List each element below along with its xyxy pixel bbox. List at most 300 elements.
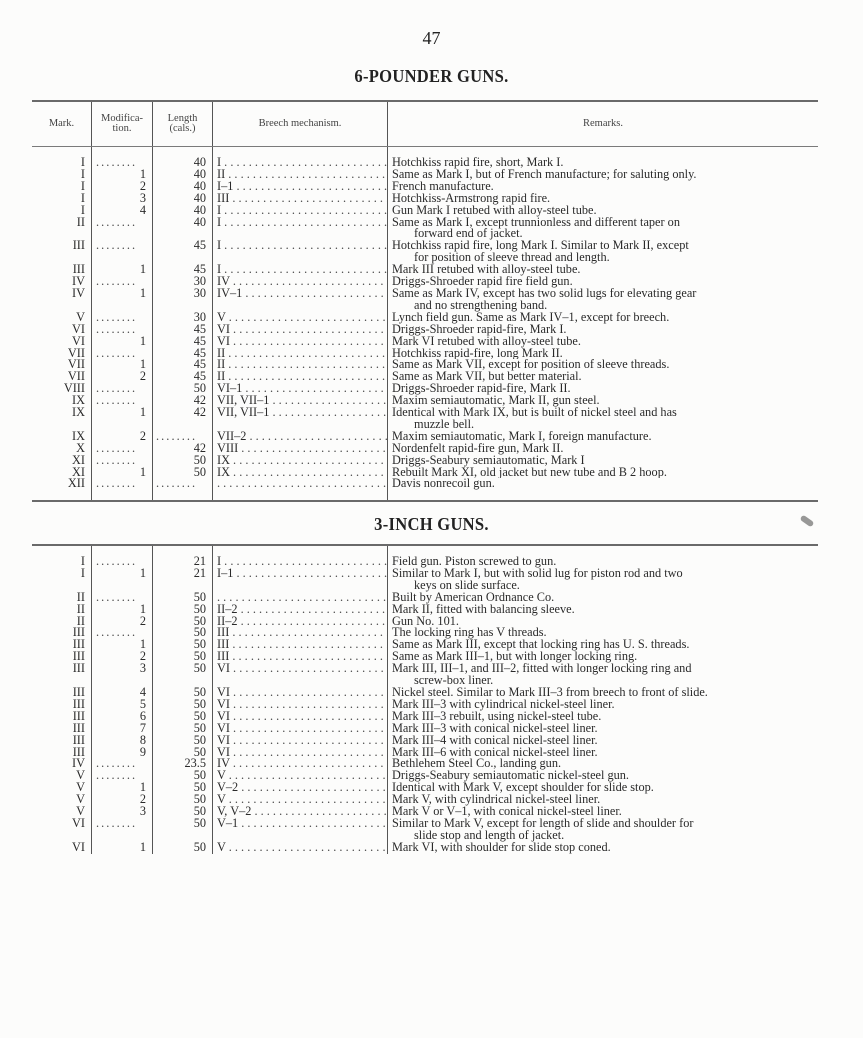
cell-breech <box>213 687 388 699</box>
cell-mark: III <box>32 639 92 651</box>
breech-text: VII, VII–1 <box>217 395 270 408</box>
breech-text: II <box>217 347 226 360</box>
cell-breech <box>213 371 388 383</box>
section-title-6-pounder: 6-POUNDER GUNS. <box>354 66 509 86</box>
breech-value <box>217 806 387 818</box>
breech-value <box>217 359 387 371</box>
cell-length: 50 <box>153 467 213 479</box>
cell-mark: VII <box>32 348 92 360</box>
breech-value <box>217 240 387 252</box>
breech-text: I–1 <box>217 180 234 193</box>
breech-text: V–2 <box>217 782 239 795</box>
breech-text: I <box>217 556 222 568</box>
remarks-text: Hotchkiss rapid-fire, long Mark II. <box>392 347 563 360</box>
cell-length: 50 <box>153 711 213 723</box>
cell-modification <box>92 324 153 336</box>
cell-length: 42 <box>153 407 213 431</box>
remarks-text: Identical with Mark IX, but is built of nickel steel and has <box>392 407 677 420</box>
breech-value <box>217 627 387 639</box>
breech-value <box>217 592 387 604</box>
cell-length: 40 <box>153 205 213 217</box>
breech-value <box>217 616 387 628</box>
cell-remarks <box>388 217 818 241</box>
cell-mark: III <box>32 699 92 711</box>
breech-value <box>217 431 387 443</box>
breech-text: VI <box>217 734 230 747</box>
table-row <box>32 288 818 312</box>
cell-breech <box>213 383 388 395</box>
table-row <box>32 407 818 431</box>
cell-mark: V <box>32 806 92 818</box>
breech-text: III <box>217 651 230 664</box>
breech-value <box>217 758 387 770</box>
table-row <box>32 616 818 628</box>
breech-value <box>217 371 387 383</box>
cell-modification: 1 <box>92 639 153 651</box>
cell-remarks <box>388 240 818 264</box>
cell-remarks <box>388 157 818 169</box>
table-row <box>32 806 818 818</box>
remarks-text: Driggs-Shroeder rapid-fire, Mark I. <box>392 323 567 336</box>
cell-modification <box>92 348 153 360</box>
cell-remarks <box>388 371 818 383</box>
cell-modification: 1 <box>92 782 153 794</box>
breech-text: III <box>217 192 230 205</box>
cell-remarks <box>388 395 818 407</box>
remarks-text: Mark VI, with shoulder for slide stop coned. <box>392 841 611 854</box>
remarks-continuation: and no strengthening band. <box>414 297 548 312</box>
remarks-text: Similar to Mark I, but with solid lug for piston rod and two <box>392 567 683 580</box>
cell-remarks <box>388 806 818 818</box>
col-header-remarks: Remarks. <box>583 118 623 129</box>
cell-breech <box>213 663 388 687</box>
cell-breech <box>213 604 388 616</box>
cell-length: 50 <box>153 782 213 794</box>
cell-breech <box>213 359 388 371</box>
breech-text: I <box>217 264 222 277</box>
cell-length: 45 <box>153 348 213 360</box>
cell-remarks <box>388 169 818 181</box>
cell-remarks <box>388 193 818 205</box>
cell-mark: VII <box>32 359 92 371</box>
section-title-3-inch: 3-INCH GUNS. <box>374 514 489 534</box>
cell-modification <box>92 395 153 407</box>
cell-mark: XI <box>32 467 92 479</box>
cell-length: 30 <box>153 288 213 312</box>
cell-length: 45 <box>153 359 213 371</box>
cell-modification: 9 <box>92 747 153 759</box>
cell-modification: 1 <box>92 169 153 181</box>
table-3-inch <box>32 546 818 854</box>
breech-text: II <box>217 168 226 181</box>
table-row <box>32 443 818 455</box>
breech-value <box>217 663 387 675</box>
table-row <box>32 604 818 616</box>
breech-value <box>217 312 387 324</box>
cell-remarks <box>388 794 818 806</box>
breech-value <box>217 639 387 651</box>
table-body <box>32 556 818 854</box>
cell-mark: VI <box>32 336 92 348</box>
cell-modification: 4 <box>92 687 153 699</box>
cell-mark: I <box>32 556 92 568</box>
breech-text: VI <box>217 335 230 348</box>
table-row <box>32 663 818 687</box>
cell-length: 50 <box>153 770 213 782</box>
breech-text: I <box>217 157 222 169</box>
breech-text: II–2 <box>217 603 238 616</box>
breech-value <box>217 407 387 419</box>
breech-value <box>217 205 387 217</box>
table-row <box>32 735 818 747</box>
cell-modification <box>92 312 153 324</box>
cell-length: 40 <box>153 157 213 169</box>
breech-value <box>217 699 387 711</box>
remarks-text: Driggs-Shroeder rapid-fire, Mark II. <box>392 383 571 396</box>
cell-modification: 2 <box>92 794 153 806</box>
breech-value <box>217 604 387 616</box>
table-row <box>32 276 818 288</box>
cell-breech <box>213 818 388 842</box>
cell-mark: V <box>32 770 92 782</box>
cell-mark: V <box>32 782 92 794</box>
cell-modification: 2 <box>92 371 153 383</box>
cell-breech <box>213 592 388 604</box>
remarks-text: Gun No. 101. <box>392 615 459 628</box>
cell-mark: IX <box>32 395 92 407</box>
cell-length: 45 <box>153 264 213 276</box>
cell-mark: XII <box>32 478 92 490</box>
table-row <box>32 478 818 490</box>
table-row <box>32 842 818 854</box>
cell-mark: III <box>32 627 92 639</box>
cell-breech <box>213 616 388 628</box>
breech-text: V <box>217 841 226 854</box>
breech-value <box>217 478 387 490</box>
cell-length: 50 <box>153 616 213 628</box>
breech-text: VI <box>217 746 230 759</box>
cell-breech <box>213 431 388 443</box>
breech-value <box>217 794 387 806</box>
cell-modification <box>92 770 153 782</box>
cell-breech <box>213 193 388 205</box>
remarks-text: Identical with Mark V, except shoulder for slide stop. <box>392 782 654 795</box>
table-row <box>32 205 818 217</box>
cell-mark: X <box>32 443 92 455</box>
breech-text: V <box>217 794 226 807</box>
breech-text: IV <box>217 276 230 288</box>
cell-remarks <box>388 770 818 782</box>
remarks-text: Mark V or V–1, with conical nickel-steel liner. <box>392 806 622 818</box>
cell-mark: VII <box>32 371 92 383</box>
cell-breech <box>213 276 388 288</box>
table-row <box>32 157 818 169</box>
remarks-text: Mark III–3 rebuilt, using nickel-steel tube. <box>392 710 602 723</box>
cell-mark: III <box>32 240 92 264</box>
breech-value <box>217 443 387 455</box>
cell-mark: I <box>32 181 92 193</box>
remarks-text: Same as Mark I, but of French manufacture; for saluting only. <box>392 168 697 181</box>
cell-remarks <box>388 478 818 490</box>
cell-breech <box>213 568 388 592</box>
cell-remarks <box>388 443 818 455</box>
cell-breech <box>213 312 388 324</box>
cell-length: 40 <box>153 181 213 193</box>
cell-length: 50 <box>153 794 213 806</box>
breech-text: I <box>217 216 222 229</box>
cell-breech <box>213 240 388 264</box>
cell-mark: II <box>32 616 92 628</box>
cell-breech <box>213 699 388 711</box>
cell-modification <box>92 443 153 455</box>
cell-length: 30 <box>153 276 213 288</box>
breech-value <box>217 842 387 854</box>
cell-remarks <box>388 383 818 395</box>
breech-value <box>217 687 387 699</box>
remarks-text: Same as Mark I, except trunnionless and different taper on <box>392 216 680 229</box>
cell-modification: 1 <box>92 264 153 276</box>
cell-length: 50 <box>153 455 213 467</box>
table-row <box>32 818 818 842</box>
table-row <box>32 568 818 592</box>
cell-breech <box>213 181 388 193</box>
cell-length: 50 <box>153 651 213 663</box>
cell-breech <box>213 324 388 336</box>
cell-length: 50 <box>153 699 213 711</box>
cell-breech <box>213 556 388 568</box>
cell-mark: VI <box>32 842 92 854</box>
breech-value <box>217 276 387 288</box>
cell-mark: I <box>32 157 92 169</box>
breech-text: VI <box>217 323 230 336</box>
remarks-continuation: muzzle bell. <box>414 416 475 431</box>
cell-modification <box>92 627 153 639</box>
remarks-text: Hotchkiss-Armstrong rapid fire. <box>392 192 551 205</box>
remarks-text: Built by American Ordnance Co. <box>392 591 555 604</box>
cell-remarks <box>388 663 818 687</box>
cell-mark: V <box>32 794 92 806</box>
cell-modification <box>92 383 153 395</box>
cell-length <box>153 478 213 490</box>
cell-modification <box>92 240 153 264</box>
cell-modification <box>92 217 153 241</box>
cell-remarks <box>388 431 818 443</box>
remarks-text: Nordenfelt rapid-fire gun, Mark II. <box>392 442 564 455</box>
breech-text: II–2 <box>217 615 238 628</box>
breech-text: VII, VII–1 <box>217 407 270 419</box>
breech-value <box>217 157 387 169</box>
table-bottom-rule <box>32 500 818 502</box>
cell-length: 42 <box>153 395 213 407</box>
page-number: 47 <box>422 28 441 48</box>
cell-mark: VIII <box>32 383 92 395</box>
remarks-text: Davis nonrecoil gun. <box>392 478 495 491</box>
cell-length: 50 <box>153 687 213 699</box>
table-row <box>32 699 818 711</box>
table-row <box>32 312 818 324</box>
table-row <box>32 723 818 735</box>
breech-value <box>217 747 387 759</box>
table-row <box>32 181 818 193</box>
cell-breech <box>213 169 388 181</box>
remarks-text: Gun Mark I retubed with alloy-steel tube. <box>392 204 597 217</box>
breech-value <box>217 723 387 735</box>
table-row <box>32 455 818 467</box>
cell-breech <box>213 407 388 431</box>
cell-remarks <box>388 455 818 467</box>
cell-modification: 1 <box>92 336 153 348</box>
cell-modification: 7 <box>92 723 153 735</box>
breech-value <box>217 818 387 830</box>
breech-text: VI <box>217 722 230 735</box>
remarks-text: Bethlehem Steel Co., landing gun. <box>392 758 562 771</box>
cell-length: 50 <box>153 806 213 818</box>
cell-mark: II <box>32 217 92 241</box>
cell-remarks <box>388 288 818 312</box>
cell-remarks <box>388 735 818 747</box>
remarks-continuation: for position of sleeve thread and length. <box>414 250 610 265</box>
cell-length: 45 <box>153 336 213 348</box>
breech-text: IV–1 <box>217 287 243 300</box>
table-row <box>32 324 818 336</box>
remarks-text: Mark III–3 with cylindrical nickel-steel liner. <box>392 698 615 711</box>
breech-text: IV <box>217 758 230 771</box>
remarks-text: Mark V, with cylindrical nickel-steel liner. <box>392 794 601 807</box>
cell-mark: XI <box>32 455 92 467</box>
cell-length: 50 <box>153 735 213 747</box>
table-row <box>32 639 818 651</box>
cell-breech <box>213 467 388 479</box>
breech-text: VI <box>217 686 230 699</box>
cell-breech <box>213 723 388 735</box>
cell-modification <box>92 592 153 604</box>
remarks-text: Maxim semiautomatic, Mark I, foreign manufacture. <box>392 430 652 443</box>
col-header-modification: Modifica- tion. <box>92 102 153 146</box>
breech-text: VI <box>217 710 230 723</box>
cell-modification <box>92 478 153 490</box>
cell-mark: III <box>32 264 92 276</box>
cell-remarks <box>388 348 818 360</box>
cell-remarks <box>388 616 818 628</box>
cell-length: 50 <box>153 842 213 854</box>
remarks-text: Same as Mark III, except that locking ring has U. S. threads. <box>392 639 690 652</box>
cell-remarks <box>388 556 818 568</box>
remarks-text: Driggs-Shroeder rapid fire field gun. <box>392 276 573 288</box>
remarks-text: Mark III, III–1, and III–2, fitted with longer locking ring and <box>392 663 692 676</box>
cell-length: 21 <box>153 556 213 568</box>
breech-value <box>217 568 387 580</box>
cell-length: 50 <box>153 592 213 604</box>
table-row <box>32 627 818 639</box>
remarks-text: Same as Mark VII, but better material. <box>392 371 582 384</box>
remarks-text: Mark III–4 with conical nickel-steel liner. <box>392 734 598 747</box>
table-header <box>32 102 818 146</box>
cell-mark: III <box>32 723 92 735</box>
cell-length: 42 <box>153 443 213 455</box>
remarks-text: Lynch field gun. Same as Mark IV–1, except for breech. <box>392 311 670 324</box>
cell-remarks <box>388 639 818 651</box>
cell-mark: II <box>32 604 92 616</box>
cell-mark: IX <box>32 431 92 443</box>
cell-breech <box>213 806 388 818</box>
spacer <box>32 147 818 157</box>
breech-text: III <box>217 627 230 640</box>
cell-length: 23.5 <box>153 758 213 770</box>
spacer <box>32 546 818 556</box>
cell-mark: IV <box>32 288 92 312</box>
cell-remarks <box>388 181 818 193</box>
cell-breech <box>213 711 388 723</box>
remarks-text: Similar to Mark V, except for length of slide and shoulder for <box>392 817 694 830</box>
cell-remarks <box>388 782 818 794</box>
remarks-text: Mark II, fitted with balancing sleeve. <box>392 603 575 616</box>
remarks-text: Same as Mark VII, except for position of sleeve threads. <box>392 359 670 372</box>
remarks-continuation: screw-box liner. <box>414 673 494 687</box>
breech-value <box>217 169 387 181</box>
cell-breech <box>213 395 388 407</box>
remarks-text: Nickel steel. Similar to Mark III–3 from breech to front of slide. <box>392 686 708 699</box>
breech-value <box>217 467 387 479</box>
cell-breech <box>213 478 388 490</box>
cell-mark: IV <box>32 276 92 288</box>
cell-breech <box>213 336 388 348</box>
cell-breech <box>213 348 388 360</box>
cell-remarks <box>388 407 818 431</box>
cell-modification <box>92 276 153 288</box>
cell-breech <box>213 288 388 312</box>
cell-length: 50 <box>153 604 213 616</box>
table-row <box>32 240 818 264</box>
cell-modification: 2 <box>92 651 153 663</box>
breech-text: IX <box>217 454 230 467</box>
cell-breech <box>213 264 388 276</box>
table-row <box>32 336 818 348</box>
table-row <box>32 169 818 181</box>
cell-remarks <box>388 711 818 723</box>
remarks-text: Mark III–3 with conical nickel-steel liner. <box>392 722 598 735</box>
breech-text: V <box>217 770 226 783</box>
cell-breech <box>213 627 388 639</box>
cell-modification: 1 <box>92 568 153 592</box>
cell-modification: 3 <box>92 663 153 687</box>
breech-text: VI <box>217 698 230 711</box>
remarks-continuation: keys on slide surface. <box>414 577 520 592</box>
remarks-text: Mark III–6 with conical nickel-steel liner. <box>392 746 598 759</box>
col-header-mark: Mark. <box>32 102 92 146</box>
cell-breech <box>213 443 388 455</box>
table-row <box>32 467 818 479</box>
breech-text: V <box>217 311 226 324</box>
cell-mark: V <box>32 312 92 324</box>
cell-mark: VI <box>32 818 92 842</box>
cell-length: 45 <box>153 324 213 336</box>
breech-value <box>217 264 387 276</box>
cell-remarks <box>388 818 818 842</box>
cell-remarks <box>388 205 818 217</box>
cell-length: 50 <box>153 663 213 687</box>
col-header-breech: Breech mechanism. <box>213 102 388 146</box>
table-row <box>32 782 818 794</box>
cell-breech <box>213 651 388 663</box>
cell-breech <box>213 455 388 467</box>
table-row <box>32 651 818 663</box>
cell-remarks <box>388 467 818 479</box>
remarks-text: Rebuilt Mark XI, old jacket but new tube and B 2 hoop. <box>392 466 667 479</box>
cell-modification <box>92 758 153 770</box>
breech-value <box>217 336 387 348</box>
remarks-text: Same as Mark III–1, but with longer locking ring. <box>392 651 638 664</box>
cell-modification: 2 <box>92 181 153 193</box>
